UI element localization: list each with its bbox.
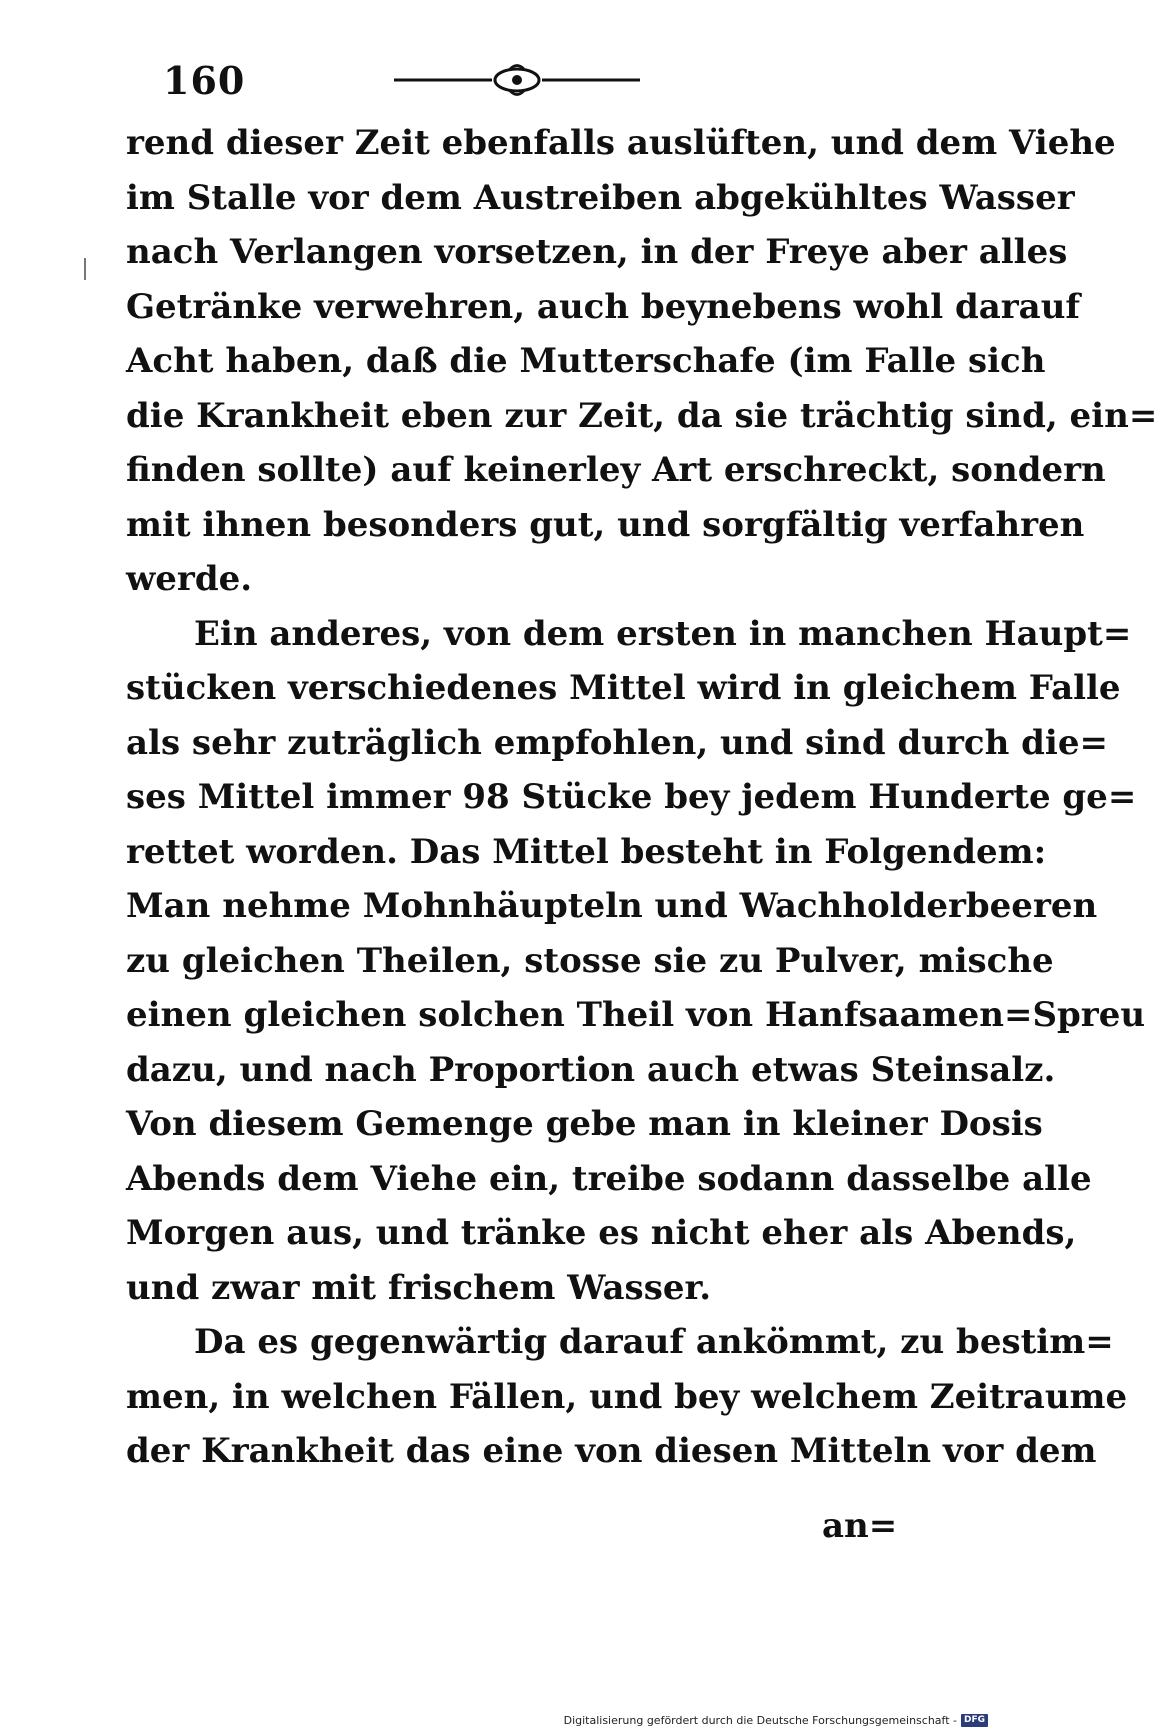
- text-line: Von diesem Gemenge gebe man in kleiner Dosis: [126, 1104, 1043, 1144]
- text-line: ses Mittel immer 98 Stücke bey jedem Hunderte ge=: [126, 777, 1137, 817]
- text-line: Man nehme Mohnhäupteln und Wachholderbeeren: [126, 886, 1098, 926]
- text-line: im Stalle vor dem Austreiben abgekühltes Wasser: [126, 177, 1075, 218]
- text-line: rettet worden. Das Mittel besteht in Folgendem:: [126, 831, 1047, 872]
- text-line: stücken verschiedenes Mittel wird in gleichem Falle: [126, 668, 1121, 708]
- text-line: werde.: [126, 559, 253, 599]
- text-line: nach Verlangen vorsetzen, in der Freye aber alles: [126, 232, 1068, 272]
- body-text: [126, 116, 1157, 1479]
- text-line: Getränke verwehren, auch beynebens wohl darauf: [126, 286, 1081, 327]
- paragraph-start-line: Ein anderes, von dem ersten in manchen Haupt=: [194, 613, 1132, 654]
- text-line: Abends dem Viehe ein, treibe sodann dasselbe alle: [126, 1158, 1092, 1199]
- text-line: dazu, und nach Proportion auch etwas Steinsalz.: [126, 1049, 1056, 1090]
- header-ornament: [392, 60, 642, 100]
- text-line: men, in welchen Fällen, und bey welchem Zeitraume: [126, 1376, 1128, 1417]
- margin-mark: [84, 258, 86, 280]
- text-line: einen gleichen solchen Theil von Hanfsaamen=Spreu: [126, 995, 1146, 1035]
- text-line: der Krankheit das eine von diesen Mitteln vor dem: [126, 1431, 1097, 1471]
- text-line: mit ihnen besonders gut, und sorgfältig verfahren: [126, 504, 1085, 545]
- dfg-logo: DFG: [961, 1714, 988, 1727]
- paragraph-start-line: Da es gegenwärtig darauf ankömmt, zu bestim=: [194, 1322, 1114, 1362]
- text-line: finden sollte) auf keinerley Art erschreckt, sondern: [126, 450, 1106, 490]
- text-line: als sehr zuträglich empfohlen, und sind durch die=: [126, 722, 1108, 763]
- text-line: die Krankheit eben zur Zeit, da sie trächtig sind, ein=: [126, 395, 1157, 436]
- page-number: 160: [163, 58, 246, 103]
- text-line: Acht haben, daß die Mutterschafe (im Falle sich: [126, 341, 1046, 381]
- footer-text: Digitalisierung gefördert durch die Deutsche Forschungsgemeinschaft -: [563, 1714, 957, 1727]
- text-line: und zwar mit frischem Wasser.: [126, 1267, 712, 1308]
- catchword: an=: [822, 1506, 898, 1546]
- text-line: zu gleichen Theilen, stosse sie zu Pulver, mische: [126, 940, 1054, 981]
- digitization-footer: [564, 1714, 988, 1727]
- text-line: Morgen aus, und tränke es nicht eher als Abends,: [126, 1213, 1077, 1253]
- text-line: rend dieser Zeit ebenfalls auslüften, und dem Viehe: [126, 123, 1116, 163]
